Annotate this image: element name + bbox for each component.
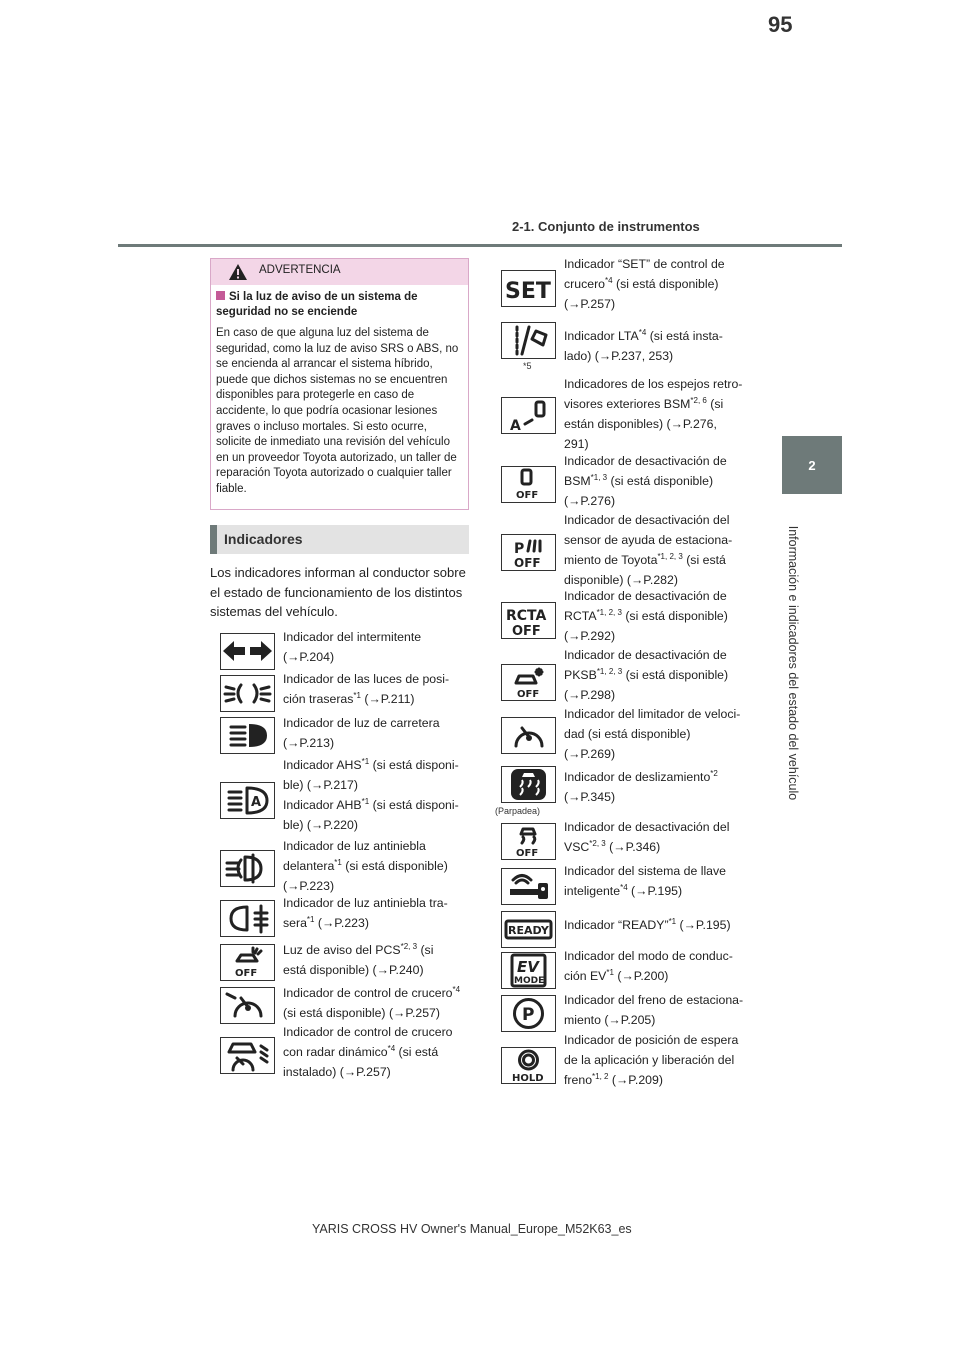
bsm-off-text: OFF xyxy=(516,490,539,501)
header-divider xyxy=(118,244,842,247)
parking-sensor-off-icon xyxy=(501,534,556,571)
right-item-desc: Indicador de desactivación del VSC$^{*2, 3}$ (→P.346) xyxy=(564,820,730,854)
svg-text:A: A xyxy=(251,795,262,810)
right-item-desc: Indicadores de los espejos retro- visores exteriores BSM$^{*2, 6}$ (si están disponibles) (→P.276, 291) xyxy=(564,377,743,451)
page-number: 95 xyxy=(768,12,793,37)
parking-off-text: OFF xyxy=(514,556,541,570)
brake-hold-icon xyxy=(501,1047,556,1084)
right-item-desc: Indicador de desactivación del sensor de ayuda de estaciona- miento de Toyota$^{*1, 2, 3}$ (si está disponible) (→P.282) xyxy=(564,513,733,587)
hold-text: HOLD xyxy=(512,1073,544,1083)
right-item-desc: Indicador del limitador de veloci- dad (si está disponible) (→P.269) xyxy=(564,707,741,761)
left-item-desc: Indicador AHS$^{*1}$ (si está disponi- ble) (→P.217) Indicador AHB$^{*1}$ (si está disponi- ble) (→P.220) xyxy=(283,756,459,832)
left-item-desc: Indicador de luz antiniebla tra- sera$^{*1}$ (→P.223) xyxy=(283,896,448,930)
right-item-desc: Indicador del modo de conduc- ción EV$^{*1}$ (→P.200) xyxy=(564,949,733,983)
speed-limiter-icon xyxy=(501,717,556,754)
turn-signal-icon xyxy=(220,633,275,670)
tail-light-icon xyxy=(220,675,275,712)
mode-text: MODE xyxy=(514,976,545,986)
front-fog-icon xyxy=(220,850,275,887)
rear-fog-icon xyxy=(220,900,275,937)
section-title: 2-1. Conjunto de instrumentos xyxy=(512,219,700,234)
pksb-off-text: OFF xyxy=(517,689,540,700)
left-item-desc: Indicador de luz antiniebla delantera$^{*1}$ (si está disponible) (→P.223) xyxy=(283,839,448,893)
left-item-desc: Indicador de luz de carretera (→P.213) xyxy=(283,716,440,750)
right-item-desc: Indicador de desactivación de RCTA$^{*1, 2, 3}$ (si está disponible) (→P.292) xyxy=(564,589,728,643)
heading-accent-bar xyxy=(210,525,217,554)
chapter-tab: 2 xyxy=(782,436,842,494)
left-item-desc: Indicador de control de crucero$^{*4}$ (si está disponible) (→P.257) xyxy=(283,984,461,1020)
warning-subtitle-row xyxy=(216,290,461,320)
right-item-desc: Indicador del freno de estaciona- miento (→P.205) xyxy=(564,993,744,1027)
right-item-desc: Indicador “READY”$^{*1}$ (→P.195) xyxy=(564,916,731,932)
indicators-heading xyxy=(210,525,469,554)
svg-text:A: A xyxy=(510,418,521,433)
vsc-off-text: OFF xyxy=(516,848,539,859)
right-item-desc: Indicador de deslizamiento$^{*2}$ (→P.345) xyxy=(564,768,718,804)
warning-title: ADVERTENCIA xyxy=(259,264,341,276)
chapter-side-label xyxy=(778,508,808,818)
right-item-desc: Indicador de posición de espera de la aplicación y liberación del freno$^{*1, 2}$ (→P.209) xyxy=(564,1033,739,1087)
smart-key-icon xyxy=(501,868,556,905)
rcta-text: RCTA xyxy=(506,608,547,624)
indicators-intro: Los indicadores informan al conductor sobre el estado de funcionamiento de los distintos sistemas del vehículo. xyxy=(210,565,466,619)
svg-text:OFF: OFF xyxy=(235,968,258,979)
ev-mode-icon xyxy=(501,952,556,989)
radar-cruise-icon xyxy=(220,1037,275,1074)
svg-text:P: P xyxy=(514,541,525,557)
left-item-desc: Indicador de control de crucero con radar dinámico$^{*4}$ (si está instalado) (→P.257) xyxy=(283,1025,453,1079)
set-icon xyxy=(501,270,556,307)
left-item-desc: Indicador del intermitente (→P.204) xyxy=(283,630,422,664)
ready-text: READY xyxy=(508,924,549,937)
lta-icon xyxy=(501,322,556,359)
indicators-heading-title: Indicadores xyxy=(224,531,303,547)
rcta-off-icon xyxy=(501,602,556,639)
right-item-desc: Indicador “SET” de control de crucero$^{*4}$ (si está disponible) (→P.257) xyxy=(564,257,725,311)
left-item-desc: Indicador de las luces de posi- ción traseras$^{*1}$ (→P.211) xyxy=(283,672,450,706)
set-icon-text: SET xyxy=(505,279,551,304)
ahs-ahb-icon xyxy=(220,782,275,819)
ready-icon xyxy=(501,911,556,948)
cruise-control-icon xyxy=(220,987,275,1024)
parking-brake-icon xyxy=(501,995,556,1032)
ev-text: EV xyxy=(517,958,539,976)
parking-brake-text: P xyxy=(522,1005,535,1025)
right-item-desc: Indicador de desactivación de PKSB$^{*1, 2, 3}$ (si está disponible) (→P.298) xyxy=(564,648,729,702)
bsm-off-icon xyxy=(501,466,556,503)
slip-note: (Parpadea) xyxy=(495,806,541,816)
bullet-square-icon xyxy=(216,291,225,300)
right-item-desc: Indicador del sistema de llave inteligente$^{*4}$ (→P.195) xyxy=(564,864,726,898)
slip-icon xyxy=(501,766,556,803)
pcs-off-icon xyxy=(220,944,275,981)
bsm-icon xyxy=(501,397,556,434)
warning-body: En caso de que alguna luz del sistema de seguridad, como la luz de aviso SRS o ABS, no se encienda al arrancar el sistema híbrido, puede que dichos sistemas no se encuentren disponibles para protegerle en caso de accidente, lo que podría ocasionar lesiones graves o incluso mortales. Si esto ocurre, solicite de inmediato una revisión del vehículo en un proveedor Toyota autorizado, un taller de reparación Toyota autorizado o cualquier taller fiable. xyxy=(216,327,459,495)
lta-note: *5 xyxy=(523,361,532,371)
warning-triangle-icon xyxy=(228,263,248,281)
right-item-desc: Indicador LTA$^{*4}$ (si está insta- lado) (→P.237, 253) xyxy=(564,327,723,363)
footer-text: YARIS CROSS HV Owner's Manual_Europe_M52K63_es xyxy=(312,1222,632,1236)
high-beam-icon xyxy=(220,717,275,754)
chapter-side-text: Información e indicadores del estado del vehículo xyxy=(786,525,800,801)
vsc-off-icon xyxy=(501,823,556,860)
pksb-off-icon xyxy=(501,664,556,701)
left-item-desc: Luz de aviso del PCS$^{*2, 3}$ (si está disponible) (→P.240) xyxy=(283,941,434,977)
right-item-desc: Indicador de desactivación de BSM$^{*1, 3}$ (si está disponible) (→P.276) xyxy=(564,454,727,508)
rcta-off-text: OFF xyxy=(512,624,541,638)
warning-header xyxy=(211,259,468,285)
warning-subtitle: Si la luz de aviso de un sistema de seguridad no se enciende xyxy=(216,291,418,318)
